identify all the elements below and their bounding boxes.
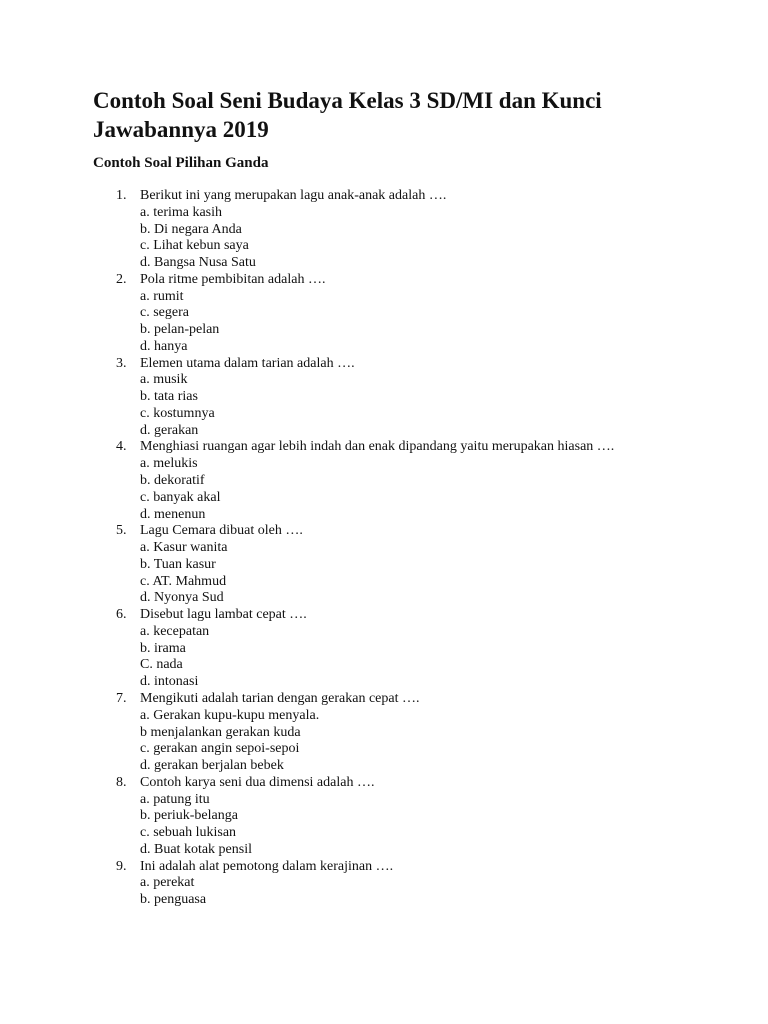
answer-option: d. gerakan berjalan bebek [140, 758, 284, 774]
question-number: 6. [116, 607, 127, 623]
question-stem [0, 775, 768, 792]
question-text: Ini adalah alat pemotong dalam kerajinan …. [140, 858, 394, 874]
answer-option: a. Gerakan kupu-kupu menyala. [140, 707, 320, 723]
option-list [0, 205, 768, 272]
answer-option: b. pelan-pelan [140, 322, 220, 338]
option-list [0, 289, 768, 356]
question-text: Disebut lagu lambat cepat …. [140, 607, 307, 623]
answer-option: a. melukis [140, 456, 198, 472]
question-number: 7. [116, 690, 127, 706]
answer-option: a. musik [140, 372, 188, 388]
answer-option: b. Di negara Anda [140, 221, 242, 237]
answer-option: d. Nyonya Sud [140, 590, 224, 606]
answer-option: d. Buat kotak pensil [140, 841, 252, 857]
question-list [0, 188, 768, 909]
question-stem [0, 607, 768, 624]
answer-option: c. gerakan angin sepoi-sepoi [140, 741, 300, 757]
question-item [0, 272, 768, 356]
answer-option: c. AT. Mahmud [140, 573, 227, 589]
question-number: 8. [116, 774, 127, 790]
answer-option: c. sebuah lukisan [140, 825, 237, 841]
question-text: Pola ritme pembibitan adalah …. [140, 271, 326, 287]
answer-option: c. segera [140, 305, 189, 321]
question-item [0, 859, 768, 909]
answer-option: a. rumit [140, 288, 184, 304]
answer-option: a. Kasur wanita [140, 540, 228, 556]
answer-option: a. perekat [140, 875, 195, 891]
answer-option: c. Lihat kebun saya [140, 238, 249, 254]
question-text: Elemen utama dalam tarian adalah …. [140, 355, 355, 371]
answer-option: d. menenun [140, 506, 206, 522]
answer-option: b menjalankan gerakan kuda [140, 724, 301, 740]
answer-option: d. Bangsa Nusa Satu [140, 255, 256, 271]
option-list [0, 624, 768, 691]
question-number: 2. [116, 271, 127, 287]
question-number: 4. [116, 439, 127, 455]
option-list [0, 875, 768, 909]
page-title: Contoh Soal Seni Budaya Kelas 3 SD/MI dan Kunci Jawabannya 2019 [93, 88, 602, 142]
answer-option: b. periuk-belanga [140, 808, 238, 824]
question-item [0, 523, 768, 607]
question-text: Lagu Cemara dibuat oleh …. [140, 523, 303, 539]
answer-option: d. hanya [140, 338, 188, 354]
question-text: Menghiasi ruangan agar lebih indah dan enak dipandang yaitu merupakan hiasan …. [140, 439, 615, 455]
answer-option: c. kostumnya [140, 405, 215, 421]
question-item [0, 775, 768, 859]
question-item [0, 607, 768, 691]
answer-option: d. gerakan [140, 422, 199, 438]
answer-option: C. nada [140, 657, 183, 673]
answer-option: b. Tuan kasur [140, 556, 216, 572]
question-text: Berikut ini yang merupakan lagu anak-anak adalah …. [140, 188, 447, 203]
option-list [0, 708, 768, 775]
question-item [0, 439, 768, 523]
question-stem [0, 691, 768, 708]
answer-option: b. penguasa [140, 892, 207, 908]
question-stem [0, 356, 768, 373]
answer-option: d. intonasi [140, 674, 199, 690]
option-list [0, 456, 768, 523]
answer-option: a. terima kasih [140, 204, 223, 220]
question-item [0, 188, 768, 272]
question-number: 9. [116, 858, 127, 874]
question-item [0, 356, 768, 440]
option-list [0, 792, 768, 859]
question-item [0, 691, 768, 775]
answer-option: a. kecepatan [140, 623, 210, 639]
question-stem [0, 859, 768, 876]
question-stem [0, 523, 768, 540]
answer-option: b. irama [140, 640, 186, 656]
option-list [0, 372, 768, 439]
question-number: 5. [116, 523, 127, 539]
answer-option: b. dekoratif [140, 473, 205, 489]
question-stem [0, 272, 768, 289]
question-stem [0, 439, 768, 456]
question-text: Contoh karya seni dua dimensi adalah …. [140, 774, 375, 790]
answer-option: c. banyak akal [140, 489, 221, 505]
question-number: 1. [116, 188, 127, 203]
section-heading: Contoh Soal Pilihan Ganda [93, 155, 269, 171]
question-stem [0, 188, 768, 205]
answer-option: a. patung itu [140, 791, 210, 807]
question-text: Mengikuti adalah tarian dengan gerakan cepat …. [140, 690, 420, 706]
answer-option: b. tata rias [140, 389, 198, 405]
option-list [0, 540, 768, 607]
question-number: 3. [116, 355, 127, 371]
